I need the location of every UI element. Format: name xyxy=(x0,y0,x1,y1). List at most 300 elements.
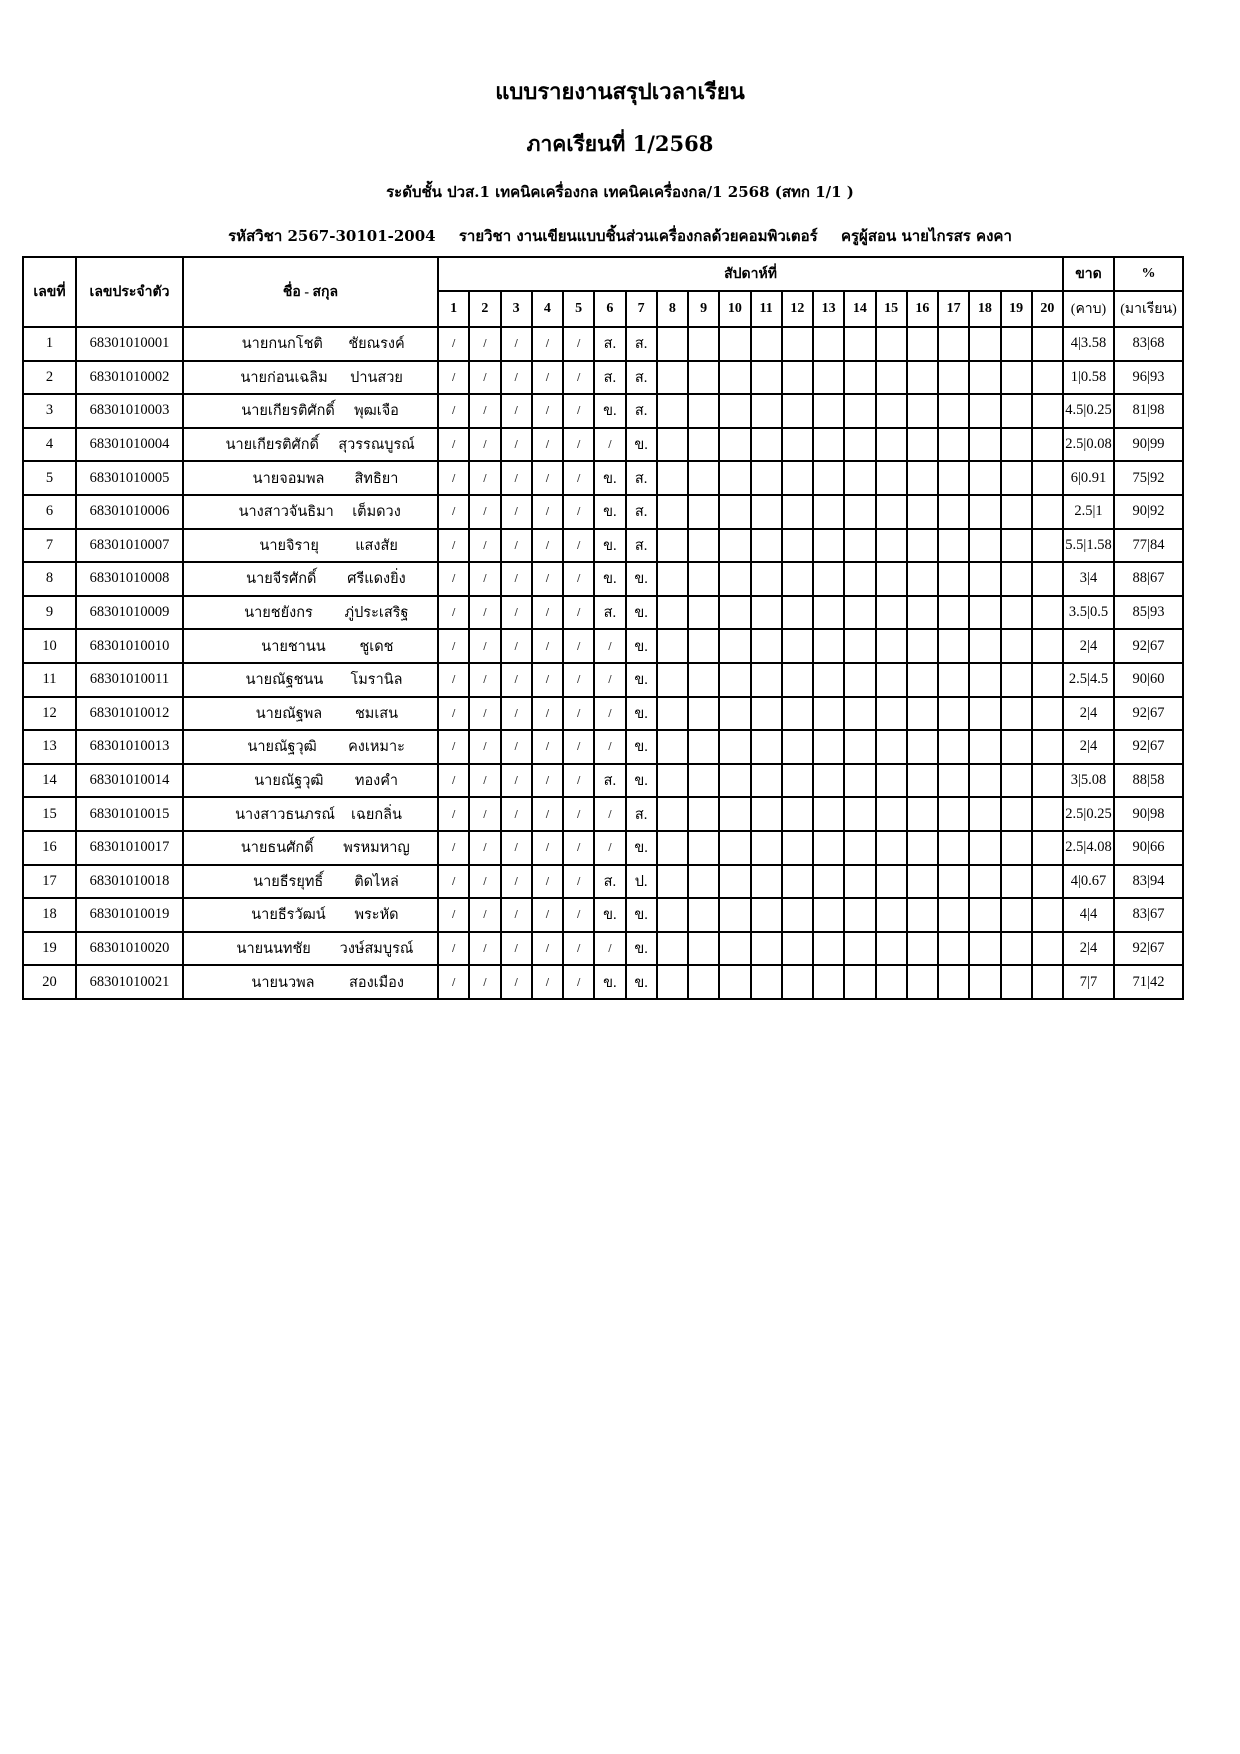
attendance-mark-empty xyxy=(813,730,844,764)
attendance-mark-empty xyxy=(969,495,1000,529)
attendance-mark-empty xyxy=(969,898,1000,932)
attendance-mark-empty xyxy=(813,562,844,596)
attendance-mark-empty xyxy=(719,596,750,630)
attendance-mark: / xyxy=(438,831,469,865)
attendance-mark: / xyxy=(501,629,532,663)
absent-periods: 3|4 xyxy=(1063,562,1114,596)
attendance-mark-empty xyxy=(688,394,719,428)
attendance-mark-empty xyxy=(969,562,1000,596)
attendance-mark-empty xyxy=(1032,898,1063,932)
attendance-mark-empty xyxy=(938,495,969,529)
attendance-mark-empty xyxy=(876,461,907,495)
week-header-4: 4 xyxy=(532,291,563,327)
week-header-19: 19 xyxy=(1001,291,1032,327)
attendance-mark-empty xyxy=(938,428,969,462)
attendance-mark: / xyxy=(469,764,500,798)
table-row xyxy=(23,932,1183,966)
attendance-mark: ข. xyxy=(594,495,625,529)
attendance-mark: / xyxy=(532,663,563,697)
attendance-mark: / xyxy=(469,898,500,932)
attendance-mark-empty xyxy=(844,361,875,395)
week-header-20: 20 xyxy=(1032,291,1063,327)
attendance-mark-empty xyxy=(719,932,750,966)
attendance-mark-empty xyxy=(907,831,938,865)
attendance-mark-empty xyxy=(813,797,844,831)
attendance-mark-empty xyxy=(844,663,875,697)
attendance-mark-empty xyxy=(657,764,688,798)
first-name: นายนนทชัย xyxy=(236,940,311,957)
student-name xyxy=(183,932,438,966)
attendance-mark-empty xyxy=(719,697,750,731)
student-id: 68301010013 xyxy=(76,730,183,764)
attendance-mark-empty xyxy=(1001,461,1032,495)
attendance-mark-empty xyxy=(1032,327,1063,361)
attendance-mark: / xyxy=(501,663,532,697)
attendance-mark: / xyxy=(501,327,532,361)
student-id: 68301010014 xyxy=(76,764,183,798)
attendance-mark: ข. xyxy=(594,898,625,932)
attendance-mark: / xyxy=(501,797,532,831)
attendance-mark-empty xyxy=(688,965,719,999)
attendance-mark: / xyxy=(563,898,594,932)
attendance-mark-empty xyxy=(1001,697,1032,731)
attendance-mark-empty xyxy=(907,327,938,361)
attendance-mark-empty xyxy=(1001,394,1032,428)
attendance-mark-empty xyxy=(844,327,875,361)
attendance-mark-empty xyxy=(751,529,782,563)
attendance-mark-empty xyxy=(1001,831,1032,865)
attendance-mark: / xyxy=(438,461,469,495)
attendance-mark: / xyxy=(532,865,563,899)
attendance-mark-empty xyxy=(938,697,969,731)
student-id: 68301010017 xyxy=(76,831,183,865)
attendance-mark-empty xyxy=(719,495,750,529)
attendance-mark-empty xyxy=(719,865,750,899)
attendance-mark-empty xyxy=(907,461,938,495)
attendance-mark-empty xyxy=(876,629,907,663)
student-name xyxy=(183,865,438,899)
attendance-percent: 88|58 xyxy=(1114,764,1183,798)
attendance-mark-empty xyxy=(938,394,969,428)
attendance-mark-empty xyxy=(876,797,907,831)
attendance-mark-empty xyxy=(844,932,875,966)
attendance-mark-empty xyxy=(844,797,875,831)
student-id: 68301010001 xyxy=(76,327,183,361)
attendance-mark: / xyxy=(469,932,500,966)
attendance-mark-empty xyxy=(938,898,969,932)
attendance-mark-empty xyxy=(969,831,1000,865)
attendance-percent: 92|67 xyxy=(1114,697,1183,731)
attendance-mark-empty xyxy=(876,327,907,361)
attendance-mark-empty xyxy=(1032,629,1063,663)
week-header-8: 8 xyxy=(657,291,688,327)
student-name xyxy=(183,361,438,395)
table-row xyxy=(23,797,1183,831)
last-name: สองเมือง xyxy=(349,974,404,991)
attendance-mark: / xyxy=(469,394,500,428)
absent-periods: 2.5|1 xyxy=(1063,495,1114,529)
week-header-10: 10 xyxy=(719,291,750,327)
col-header-absent: ขาด xyxy=(1063,257,1114,291)
attendance-percent: 83|67 xyxy=(1114,898,1183,932)
last-name: สิทธิยา xyxy=(354,470,399,487)
attendance-mark-empty xyxy=(876,697,907,731)
attendance-mark-empty xyxy=(657,730,688,764)
week-header-15: 15 xyxy=(876,291,907,327)
student-name xyxy=(183,394,438,428)
attendance-mark-empty xyxy=(813,361,844,395)
attendance-percent: 71|42 xyxy=(1114,965,1183,999)
attendance-mark-empty xyxy=(1032,965,1063,999)
row-number: 12 xyxy=(23,697,76,731)
attendance-mark-empty xyxy=(969,596,1000,630)
attendance-mark: / xyxy=(563,730,594,764)
row-number: 6 xyxy=(23,495,76,529)
attendance-mark-empty xyxy=(657,965,688,999)
last-name: พระหัด xyxy=(354,907,399,924)
student-id: 68301010002 xyxy=(76,361,183,395)
col-header-id: เลขประจำตัว xyxy=(76,257,183,327)
first-name: นายเกียรติศักดิ์ xyxy=(225,437,319,454)
attendance-mark: ส. xyxy=(594,596,625,630)
row-number: 19 xyxy=(23,932,76,966)
attendance-mark: ข. xyxy=(626,898,657,932)
first-name: นายจีรศักดิ์ xyxy=(246,571,317,588)
attendance-mark-empty xyxy=(907,428,938,462)
week-header-1: 1 xyxy=(438,291,469,327)
absent-periods: 4|3.58 xyxy=(1063,327,1114,361)
attendance-mark: ส. xyxy=(594,327,625,361)
attendance-mark: / xyxy=(563,932,594,966)
attendance-mark: / xyxy=(563,663,594,697)
last-name: ชูเดช xyxy=(359,638,394,655)
attendance-mark-empty xyxy=(907,898,938,932)
attendance-mark-empty xyxy=(813,898,844,932)
attendance-mark-empty xyxy=(907,361,938,395)
attendance-mark-empty xyxy=(782,663,813,697)
attendance-mark-empty xyxy=(1032,764,1063,798)
attendance-mark-empty xyxy=(813,596,844,630)
attendance-mark-empty xyxy=(813,965,844,999)
attendance-mark-empty xyxy=(1001,361,1032,395)
last-name: สุวรรณบูรณ์ xyxy=(338,437,415,454)
attendance-mark-empty xyxy=(938,461,969,495)
attendance-mark-empty xyxy=(688,932,719,966)
attendance-mark: / xyxy=(469,461,500,495)
row-number: 1 xyxy=(23,327,76,361)
attendance-mark-empty xyxy=(907,797,938,831)
student-id: 68301010015 xyxy=(76,797,183,831)
attendance-mark-empty xyxy=(1032,529,1063,563)
attendance-mark: ข. xyxy=(626,629,657,663)
attendance-mark-empty xyxy=(719,797,750,831)
attendance-mark-empty xyxy=(876,394,907,428)
attendance-mark: / xyxy=(469,529,500,563)
attendance-mark-empty xyxy=(969,394,1000,428)
attendance-mark: / xyxy=(563,596,594,630)
student-id: 68301010010 xyxy=(76,629,183,663)
student-name xyxy=(183,730,438,764)
attendance-mark-empty xyxy=(938,730,969,764)
table-row xyxy=(23,495,1183,529)
attendance-mark: / xyxy=(501,428,532,462)
attendance-mark-empty xyxy=(688,898,719,932)
attendance-mark: / xyxy=(501,965,532,999)
attendance-mark-empty xyxy=(844,764,875,798)
attendance-mark-empty xyxy=(907,596,938,630)
attendance-mark-empty xyxy=(782,932,813,966)
attendance-mark-empty xyxy=(844,596,875,630)
attendance-mark: / xyxy=(532,697,563,731)
attendance-mark: / xyxy=(438,797,469,831)
attendance-mark-empty xyxy=(813,663,844,697)
week-header-6: 6 xyxy=(594,291,625,327)
attendance-mark-empty xyxy=(657,831,688,865)
row-number: 15 xyxy=(23,797,76,831)
attendance-mark-empty xyxy=(657,797,688,831)
col-header-name: ชื่อ - สกุล xyxy=(183,257,438,327)
attendance-mark: ส. xyxy=(594,361,625,395)
attendance-mark-empty xyxy=(969,327,1000,361)
attendance-mark-empty xyxy=(751,697,782,731)
attendance-mark-empty xyxy=(876,831,907,865)
attendance-mark: / xyxy=(501,730,532,764)
attendance-mark: ข. xyxy=(626,730,657,764)
attendance-mark-empty xyxy=(751,764,782,798)
table-row xyxy=(23,629,1183,663)
absent-periods: 4|0.67 xyxy=(1063,865,1114,899)
course-name: รายวิชา งานเขียนแบบชิ้นส่วนเครื่องกลด้วยคอมพิวเตอร์ xyxy=(458,227,818,245)
attendance-mark: / xyxy=(501,764,532,798)
attendance-mark-empty xyxy=(813,629,844,663)
attendance-mark: ข. xyxy=(626,596,657,630)
first-name: นางสาวธนภรณ์ xyxy=(235,806,335,823)
attendance-mark-empty xyxy=(657,865,688,899)
attendance-mark-empty xyxy=(782,898,813,932)
attendance-mark-empty xyxy=(907,495,938,529)
attendance-mark-empty xyxy=(1001,629,1032,663)
attendance-mark-empty xyxy=(844,965,875,999)
attendance-percent: 90|92 xyxy=(1114,495,1183,529)
attendance-mark: / xyxy=(532,394,563,428)
attendance-mark-empty xyxy=(969,428,1000,462)
attendance-mark-empty xyxy=(751,562,782,596)
attendance-mark: ส. xyxy=(594,865,625,899)
attendance-mark-empty xyxy=(719,327,750,361)
attendance-mark-empty xyxy=(657,327,688,361)
attendance-mark-empty xyxy=(907,663,938,697)
week-header-7: 7 xyxy=(626,291,657,327)
attendance-mark-empty xyxy=(1032,831,1063,865)
attendance-mark: / xyxy=(438,428,469,462)
attendance-mark-empty xyxy=(813,764,844,798)
attendance-percent: 81|98 xyxy=(1114,394,1183,428)
attendance-mark: ส. xyxy=(626,461,657,495)
row-number: 5 xyxy=(23,461,76,495)
table-row xyxy=(23,596,1183,630)
attendance-mark: / xyxy=(438,361,469,395)
absent-periods: 2.5|0.08 xyxy=(1063,428,1114,462)
attendance-mark: ส. xyxy=(626,361,657,395)
attendance-mark: / xyxy=(438,629,469,663)
attendance-mark-empty xyxy=(688,797,719,831)
last-name: ทองคำ xyxy=(354,773,399,790)
attendance-mark-empty xyxy=(1001,495,1032,529)
week-header-5: 5 xyxy=(563,291,594,327)
attendance-mark-empty xyxy=(688,428,719,462)
table-row xyxy=(23,428,1183,462)
report-title: แบบรายงานสรุปเวลาเรียน xyxy=(495,79,745,105)
student-name xyxy=(183,965,438,999)
attendance-mark-empty xyxy=(719,629,750,663)
attendance-mark-empty xyxy=(844,730,875,764)
table-row xyxy=(23,898,1183,932)
attendance-mark-empty xyxy=(938,831,969,865)
attendance-mark: / xyxy=(469,428,500,462)
attendance-mark-empty xyxy=(813,865,844,899)
absent-periods: 2|4 xyxy=(1063,629,1114,663)
attendance-percent: 92|67 xyxy=(1114,629,1183,663)
attendance-mark: / xyxy=(469,865,500,899)
attendance-mark-empty xyxy=(938,932,969,966)
week-header-16: 16 xyxy=(907,291,938,327)
attendance-mark-empty xyxy=(657,663,688,697)
attendance-mark: / xyxy=(563,495,594,529)
week-header-3: 3 xyxy=(501,291,532,327)
attendance-mark-empty xyxy=(969,764,1000,798)
attendance-mark: / xyxy=(469,831,500,865)
first-name: นายชยังกร xyxy=(244,605,313,622)
attendance-mark: / xyxy=(501,596,532,630)
attendance-mark-empty xyxy=(782,495,813,529)
attendance-mark: / xyxy=(532,932,563,966)
row-number: 3 xyxy=(23,394,76,428)
attendance-mark-empty xyxy=(719,831,750,865)
attendance-mark-empty xyxy=(876,965,907,999)
attendance-mark: / xyxy=(532,797,563,831)
table-row xyxy=(23,730,1183,764)
last-name: เฉยกลิ่น xyxy=(351,806,402,823)
attendance-mark-empty xyxy=(688,461,719,495)
attendance-mark-empty xyxy=(657,596,688,630)
attendance-mark-empty xyxy=(813,461,844,495)
attendance-mark-empty xyxy=(751,831,782,865)
attendance-mark: / xyxy=(532,461,563,495)
attendance-mark: / xyxy=(438,562,469,596)
student-name xyxy=(183,529,438,563)
attendance-mark-empty xyxy=(844,629,875,663)
attendance-mark-empty xyxy=(907,764,938,798)
attendance-mark-empty xyxy=(969,663,1000,697)
attendance-mark: / xyxy=(438,965,469,999)
attendance-mark: / xyxy=(501,697,532,731)
attendance-mark-empty xyxy=(876,428,907,462)
table-row xyxy=(23,327,1183,361)
attendance-mark: / xyxy=(532,361,563,395)
col-header-weeks: สัปดาห์ที่ xyxy=(438,257,1063,291)
attendance-mark: / xyxy=(563,394,594,428)
attendance-mark-empty xyxy=(688,697,719,731)
student-id: 68301010020 xyxy=(76,932,183,966)
attendance-mark: ข. xyxy=(626,697,657,731)
attendance-mark-empty xyxy=(782,764,813,798)
attendance-mark-empty xyxy=(813,831,844,865)
attendance-percent: 92|67 xyxy=(1114,730,1183,764)
attendance-mark-empty xyxy=(657,697,688,731)
attendance-mark: / xyxy=(501,562,532,596)
first-name: นายนวพล xyxy=(251,974,315,991)
attendance-mark-empty xyxy=(657,562,688,596)
attendance-mark: / xyxy=(563,965,594,999)
student-id: 68301010005 xyxy=(76,461,183,495)
attendance-mark-empty xyxy=(782,562,813,596)
attendance-percent: 90|98 xyxy=(1114,797,1183,831)
week-header-2: 2 xyxy=(469,291,500,327)
attendance-mark: / xyxy=(594,697,625,731)
attendance-mark: / xyxy=(563,697,594,731)
attendance-mark-empty xyxy=(907,932,938,966)
attendance-mark: / xyxy=(438,730,469,764)
first-name: นายธนศักดิ์ xyxy=(240,840,314,857)
attendance-mark-empty xyxy=(907,562,938,596)
attendance-mark-empty xyxy=(813,697,844,731)
attendance-mark-empty xyxy=(1001,730,1032,764)
attendance-mark: / xyxy=(438,697,469,731)
attendance-mark-empty xyxy=(751,361,782,395)
student-name xyxy=(183,629,438,663)
attendance-mark: / xyxy=(438,898,469,932)
last-name: เต็มดวง xyxy=(352,504,401,521)
attendance-mark-empty xyxy=(876,898,907,932)
last-name: วงษ์สมบูรณ์ xyxy=(339,940,414,957)
row-number: 2 xyxy=(23,361,76,395)
absent-periods: 3|5.08 xyxy=(1063,764,1114,798)
attendance-mark-empty xyxy=(1001,428,1032,462)
attendance-mark-empty xyxy=(1001,865,1032,899)
attendance-mark-empty xyxy=(782,327,813,361)
attendance-mark: ส. xyxy=(626,327,657,361)
attendance-mark: / xyxy=(532,898,563,932)
student-name xyxy=(183,327,438,361)
attendance-mark-empty xyxy=(1001,932,1032,966)
attendance-mark: / xyxy=(438,764,469,798)
attendance-mark-empty xyxy=(1032,428,1063,462)
course-info-line xyxy=(0,224,1240,248)
attendance-mark: ข. xyxy=(594,562,625,596)
student-id: 68301010006 xyxy=(76,495,183,529)
col-header-absent-unit: (คาบ) xyxy=(1063,291,1114,327)
attendance-mark: / xyxy=(501,361,532,395)
week-header-9: 9 xyxy=(688,291,719,327)
attendance-mark-empty xyxy=(751,327,782,361)
attendance-mark: ส. xyxy=(626,495,657,529)
attendance-mark: / xyxy=(438,529,469,563)
attendance-mark: / xyxy=(501,394,532,428)
attendance-mark: / xyxy=(563,529,594,563)
attendance-mark-empty xyxy=(1032,697,1063,731)
absent-periods: 5.5|1.58 xyxy=(1063,529,1114,563)
attendance-mark-empty xyxy=(751,932,782,966)
attendance-mark-empty xyxy=(751,629,782,663)
attendance-mark: / xyxy=(501,898,532,932)
attendance-mark-empty xyxy=(782,730,813,764)
attendance-mark-empty xyxy=(844,495,875,529)
first-name: นายชานน xyxy=(261,638,326,655)
attendance-mark-empty xyxy=(782,529,813,563)
attendance-mark-empty xyxy=(657,932,688,966)
attendance-mark-empty xyxy=(751,730,782,764)
attendance-mark: / xyxy=(469,361,500,395)
